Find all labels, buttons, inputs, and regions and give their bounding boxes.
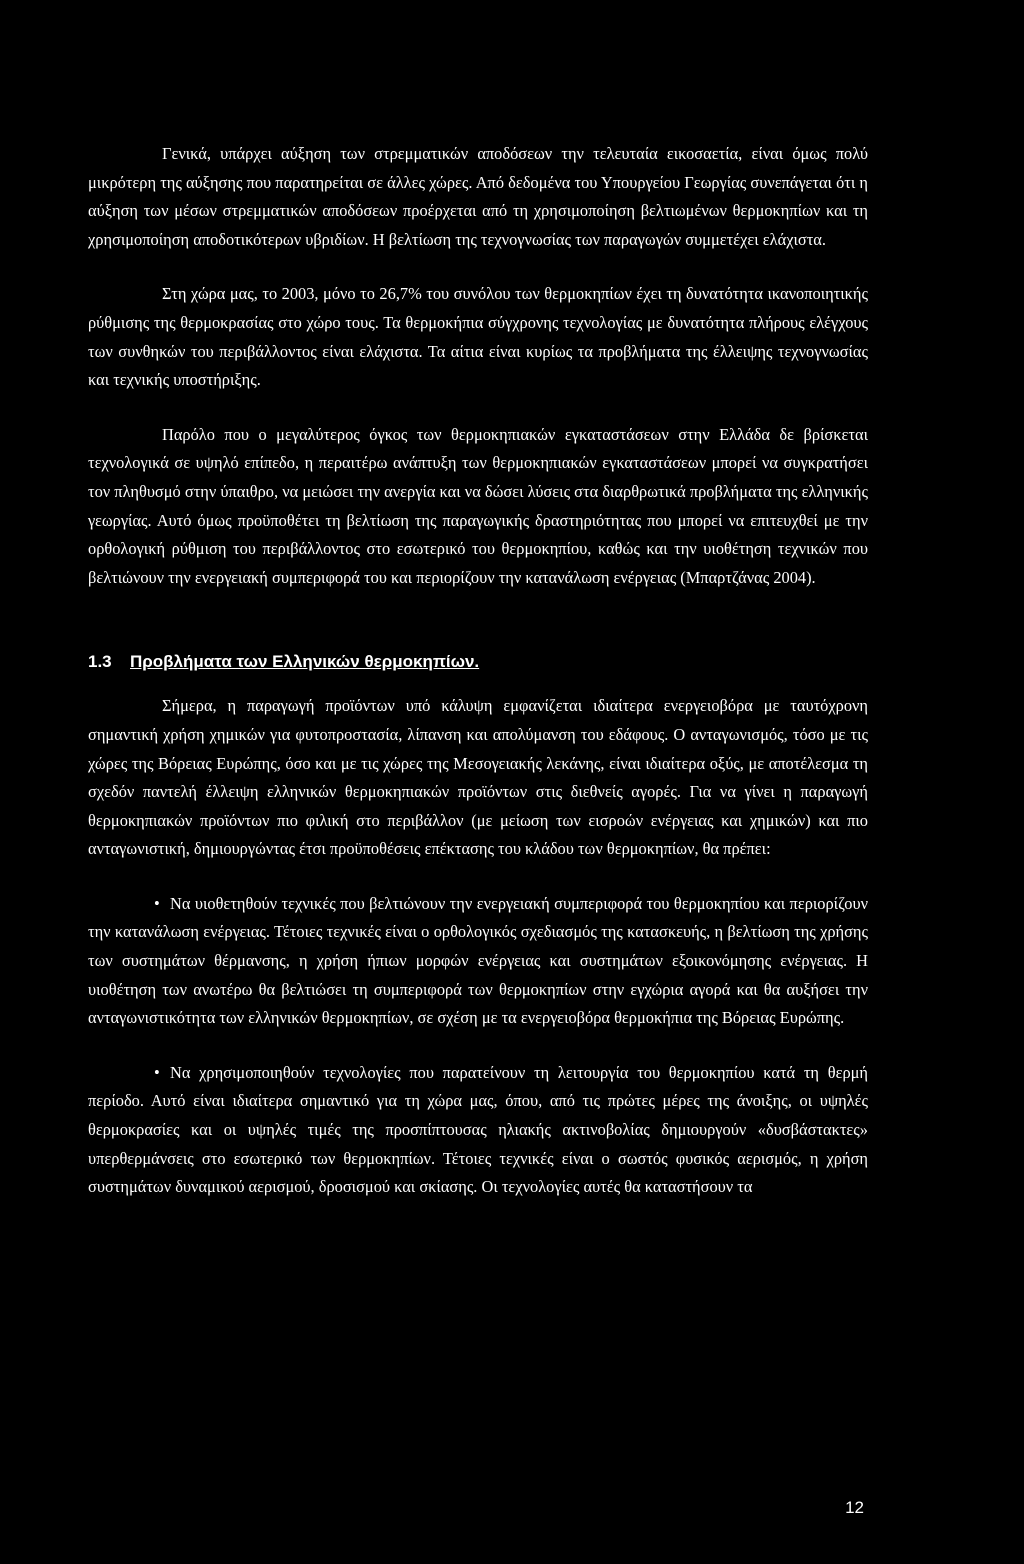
bullet-marker: • [154,893,160,913]
bullet-item-1 [88,890,868,1033]
page-number: 12 [845,1498,864,1517]
paragraph-3: Παρόλο που ο μεγαλύτερος όγκος των θερμοκηπιακών εγκαταστάσεων στην Ελλάδα δε βρίσκεται τεχνολογικά σε υψηλό επίπεδο, η περαιτέρω ανάπτυξη των θερμοκηπιακών εγκαταστάσεων μπορεί να συγκρατήσει τον πληθυσμό στην ύπαιθρο, να μειώσει την ανεργία και να δώσει λύσεις στα διαρθρωτικά προβλήματα της ελληνικής γεωργίας. Αυτό όμως προϋποθέτει τη βελτίωση της παραγωγικής δραστηριότητας που μπορεί να επιτευχθεί με την ορθολογική ρύθμιση του περιβάλλοντος στο εσωτερικό του θερμοκηπίου, καθώς και την υιοθέτηση τεχνικών που βελτιώνουν την ενεργειακή συμπεριφορά του και περιορίζουν την κατανάλωση ενέργειας (Μπαρτζάνας 2004). [88,424,868,587]
bullet-item-2 [88,1059,868,1202]
section-paragraph: Σήμερα, η παραγωγή προϊόντων υπό κάλυψη εμφανίζεται ιδιαίτερα ενεργειοβόρα με ταυτόχρονη σημαντική χρήση χημικών για φυτοπροστασία, λίπανση και απολύμανση του εδάφους. Ο ανταγωνισμός, τόσο με τις χώρες της Βόρειας Ευρώπης, όσο και με τις χώρες της Μεσογειακής λεκάνης, είναι ιδιαίτερα οξύς, με αποτέλεσμα τη σχεδόν παντελή έλλειψη ελληνικών θερμοκηπιακών προϊόντων στις διεθνείς αγορές. Για να γίνει η παραγωγή θερμοκηπιακών προϊόντων πιο φιλική στο περιβάλλον (με μείωση των εισροών ενέργειας και χημικών) και πιο ανταγωνιστική, δημιουργώντας έτσι προϋποθέσεις επέκτασης του κλάδου των θερμοκηπίων, θα πρέπει: [88,696,868,859]
bullet-text: Να χρησιμοποιηθούν τεχνολογίες που παρατείνουν τη λειτουργία του θερμοκηπίου κατά τη θερμή περίοδο. Αυτό είναι ιδιαίτερα σημαντικό για τη χώρα μας, όπου, από τις πρώτες μέρες της άνοιξης, οι υψηλές θερμοκρασίες και οι υψηλές τιμές της προσπίπτουσας ηλιακής ακτινοβολίας δημιουργούν «δυσβάστακτες» υπερθερμάνσεις στο εσωτερικό των θερμοκηπίων. Τέτοιες τεχνικές είναι ο σωστός φυσικός αερισμός, η χρήση συστημάτων δυναμικού αερισμού, δροσισμού και σκίασης. Οι τεχνολογίες αυτές θα καταστήσουν τα [88,1062,868,1197]
section-title: Προβλήματα των Ελληνικών θερμοκηπίων. [130,652,480,672]
section-number: 1.3 [88,652,112,672]
paragraph-2: Στη χώρα μας, το 2003, μόνο το 26,7% του συνόλου των θερμοκηπίων έχει τη δυνατότητα ικανοποιητικής ρύθμισης της θερμοκρασίας στο χώρο τους. Τα θερμοκήπια σύγχρονης τεχνολογίας με δυνατότητα πλήρους ελέγχους των συνθηκών του περιβάλλοντος είναι ελάχιστα. Τα αίτια είναι κυρίως τα προβλήματα της έλλειψης τεχνογνωσίας και τεχνικής υποστήριξης. [88,284,868,390]
document-page [88,140,868,1202]
paragraph-1: Γενικά, υπάρχει αύξηση των στρεμματικών αποδόσεων την τελευταία εικοσαετία, είναι όμως πολύ μικρότερη της αύξησης που παρατηρείται σε άλλες χώρες. Από δεδομένα του Υπουργείου Γεωργίας συνεπάγεται ότι η αύξηση των μέσων στρεμματικών αποδόσεων προέρχεται από τη χρησιμοποίηση βελτιωμένων θερμοκηπίων και τη χρησιμοποίηση αποδοτικότερων υβριδίων. Η βελτίωση της τεχνογνωσίας των παραγωγών συμμετέχει ελάχιστα. [88,144,868,249]
bullet-marker: • [154,1062,160,1082]
section-heading [88,648,868,676]
bullet-text: Να υιοθετηθούν τεχνικές που βελτιώνουν την ενεργειακή συμπεριφορά του θερμοκηπίου και περιορίζουν την κατανάλωση ενέργειας. Τέτοιες τεχνικές είναι ο ορθολογικός σχεδιασμός της κατασκευής, η βελτίωση της χρήσης των συστημάτων θέρμανσης, η χρήση ήπιων μορφών ενέργειας και συστημάτων εξοικονόμησης ενέργειας. Η υιοθέτηση των ανωτέρω θα βελτιώσει τη συμπεριφορά των θερμοκηπίων στην εγχώρια αγορά και θα αυξήσει την ανταγωνιστικότητα των ελληνικών θερμοκηπίων, σε σχέση με τα ενεργειοβόρα θερμοκήπια της Βόρειας Ευρώπης. [88,893,868,1028]
